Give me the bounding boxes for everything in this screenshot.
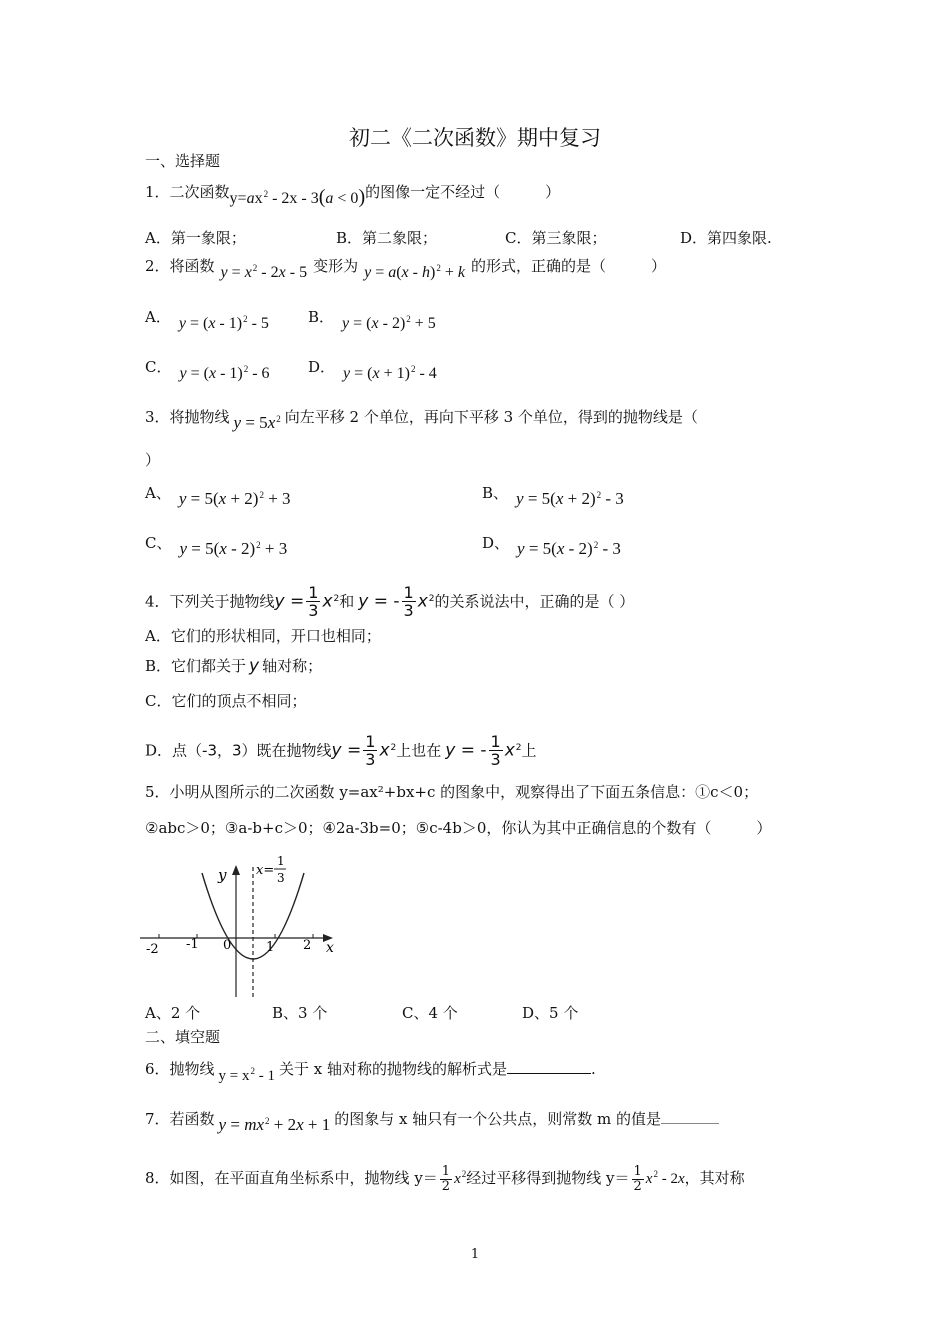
tick-label: 1	[266, 940, 275, 955]
q1-option-b: B．第二象限；	[336, 229, 438, 247]
y-axis-arrow-icon	[232, 865, 240, 875]
question-5-line-1: 5．小明从图所示的二次函数 y=ax²+bx+c 的图象中，观察得出了下面五条信息：①c＜0；	[145, 783, 759, 801]
q6-answer-blank	[507, 1059, 591, 1074]
section-choice-heading: 一、选择题	[145, 152, 221, 170]
q4-suffix: 的关系说法中，正确的是（ ）	[434, 592, 635, 611]
q1-formula: $y=ax^2 - 2x - 3(a < 0)$	[229, 186, 366, 208]
symmetry-fraction-numerator: 1	[277, 854, 285, 868]
page-number: 1	[470, 1247, 480, 1262]
q1-prefix: 1．二次函数	[145, 183, 230, 201]
question-2	[145, 252, 666, 281]
q2-prefix: 2．将函数	[145, 257, 215, 275]
q1-option-d: D．第四象限.	[680, 229, 772, 247]
q5-option-b: B、3 个	[272, 1004, 328, 1022]
q4-parabola-1: y = $\frac{1}{3}$ $x^2$	[274, 583, 340, 620]
q1-option-c: C．第三象限；	[505, 229, 607, 247]
tick-label: -2	[146, 942, 159, 957]
question-8: 8．如图，在平面直角坐标系中，抛物线 y＝ $\frac{1}{2}$ $x^2$经过平移得到抛物线 y＝ $\frac{1}{2}$ $x^2 - 2x$，其对称	[145, 1163, 745, 1194]
q2-vertex-form: y = a(x - h)$^2$ + k	[364, 263, 465, 281]
x-axis-label: x	[326, 940, 334, 956]
q3-option-c: C、 y = 5(x - 2)$^2$ + 3	[145, 534, 288, 558]
q5-parabola-graph	[138, 845, 348, 1005]
q7-answer-blank	[661, 1109, 719, 1124]
q4-parabola-2: y = - $\frac{1}{3}$ $x^2$	[358, 583, 435, 620]
q4-option-d: D．点（-3，3）既在抛物线y = $\frac{1}{3}$ $x^2$上也在 y = - $\frac{1}{3}$ $x^2$上	[145, 732, 537, 769]
document-title: 初二《二次函数》期中复习	[349, 126, 601, 150]
q2-mid: 变形为	[313, 257, 359, 275]
q7-formula: $y = mx^2 + 2x + 1$	[218, 1115, 331, 1134]
tick-label: -1	[186, 937, 199, 952]
q3-option-a: A、 $y = 5(x + 2)^2 + 3$	[145, 484, 291, 508]
section-fill-heading: 二、填空题	[145, 1028, 221, 1046]
q2-option-a: A． y = (x - 1)$^2$ - 5	[145, 308, 269, 332]
q3-continuation: ）	[145, 451, 161, 469]
q3-suffix: 向左平移 2 个单位，再向下平移 3 个单位，得到的抛物线是（	[284, 408, 698, 426]
q3-option-b: B、 $y = 5(x + 2)^2 - 3$	[482, 484, 624, 508]
tick-label: 0	[223, 938, 232, 953]
q4-prefix: 4．下列关于抛物线	[145, 592, 275, 611]
q4-option-c: C．它们的顶点不相同；	[145, 692, 307, 710]
q3-option-d: D、 y = 5(x - 2)$^2$ - 3	[482, 534, 621, 558]
q4-option-b: B．它们都关于 y 轴对称；	[145, 656, 323, 676]
q6-formula: $y = x^2 - 1$	[218, 1066, 276, 1084]
question-5-line-2: ②abc＞0；③a-b+c＞0；④2a-3b=0；⑤c-4b＞0，你认为其中正确信息的个数有（ ）	[145, 819, 772, 837]
y-axis-label: y	[218, 866, 227, 884]
q5-option-c: C、4 个	[402, 1004, 458, 1022]
q3-prefix: 3．将抛物线	[145, 408, 230, 426]
q1-suffix: 的图像一定不经过（ ）	[365, 183, 561, 201]
question-6: 6．抛物线 $y = x^2 - 1$ 关于 x 轴对称的抛物线的解析式是 .	[145, 1060, 596, 1084]
question-7: 7．若函数 $y = mx^2 + 2x + 1$ 的图象与 x 轴只有一个公共点，则常数 m 的值是	[145, 1105, 719, 1129]
q5-option-d: D、5 个	[522, 1004, 579, 1022]
symmetry-axis-label: x=	[256, 863, 275, 878]
tick-label: 2	[303, 938, 312, 953]
q2-option-d: D． $y = (x + 1)^2 - 4$	[308, 358, 437, 382]
question-4	[145, 584, 634, 619]
q2-option-c: C． y = (x - 1)$^2$ - 6	[145, 358, 270, 382]
question-3	[145, 403, 698, 432]
q5-option-a: A、2 个	[145, 1004, 201, 1022]
q2-option-b: B． y = (x - 2)$^2$ + 5	[308, 308, 436, 332]
q1-option-a: A．第一象限；	[145, 229, 246, 247]
q2-suffix: 的形式，正确的是（ ）	[470, 257, 666, 275]
symmetry-fraction-denominator: 3	[277, 871, 285, 885]
q4-option-a: A．它们的形状相同，开口也相同；	[145, 627, 381, 645]
q3-formula: $y = 5x^2$	[233, 413, 281, 432]
q4-and: 和	[339, 592, 355, 611]
question-1	[145, 178, 561, 208]
q2-formula: $y = x^2 - 2x - 5$	[220, 263, 308, 281]
